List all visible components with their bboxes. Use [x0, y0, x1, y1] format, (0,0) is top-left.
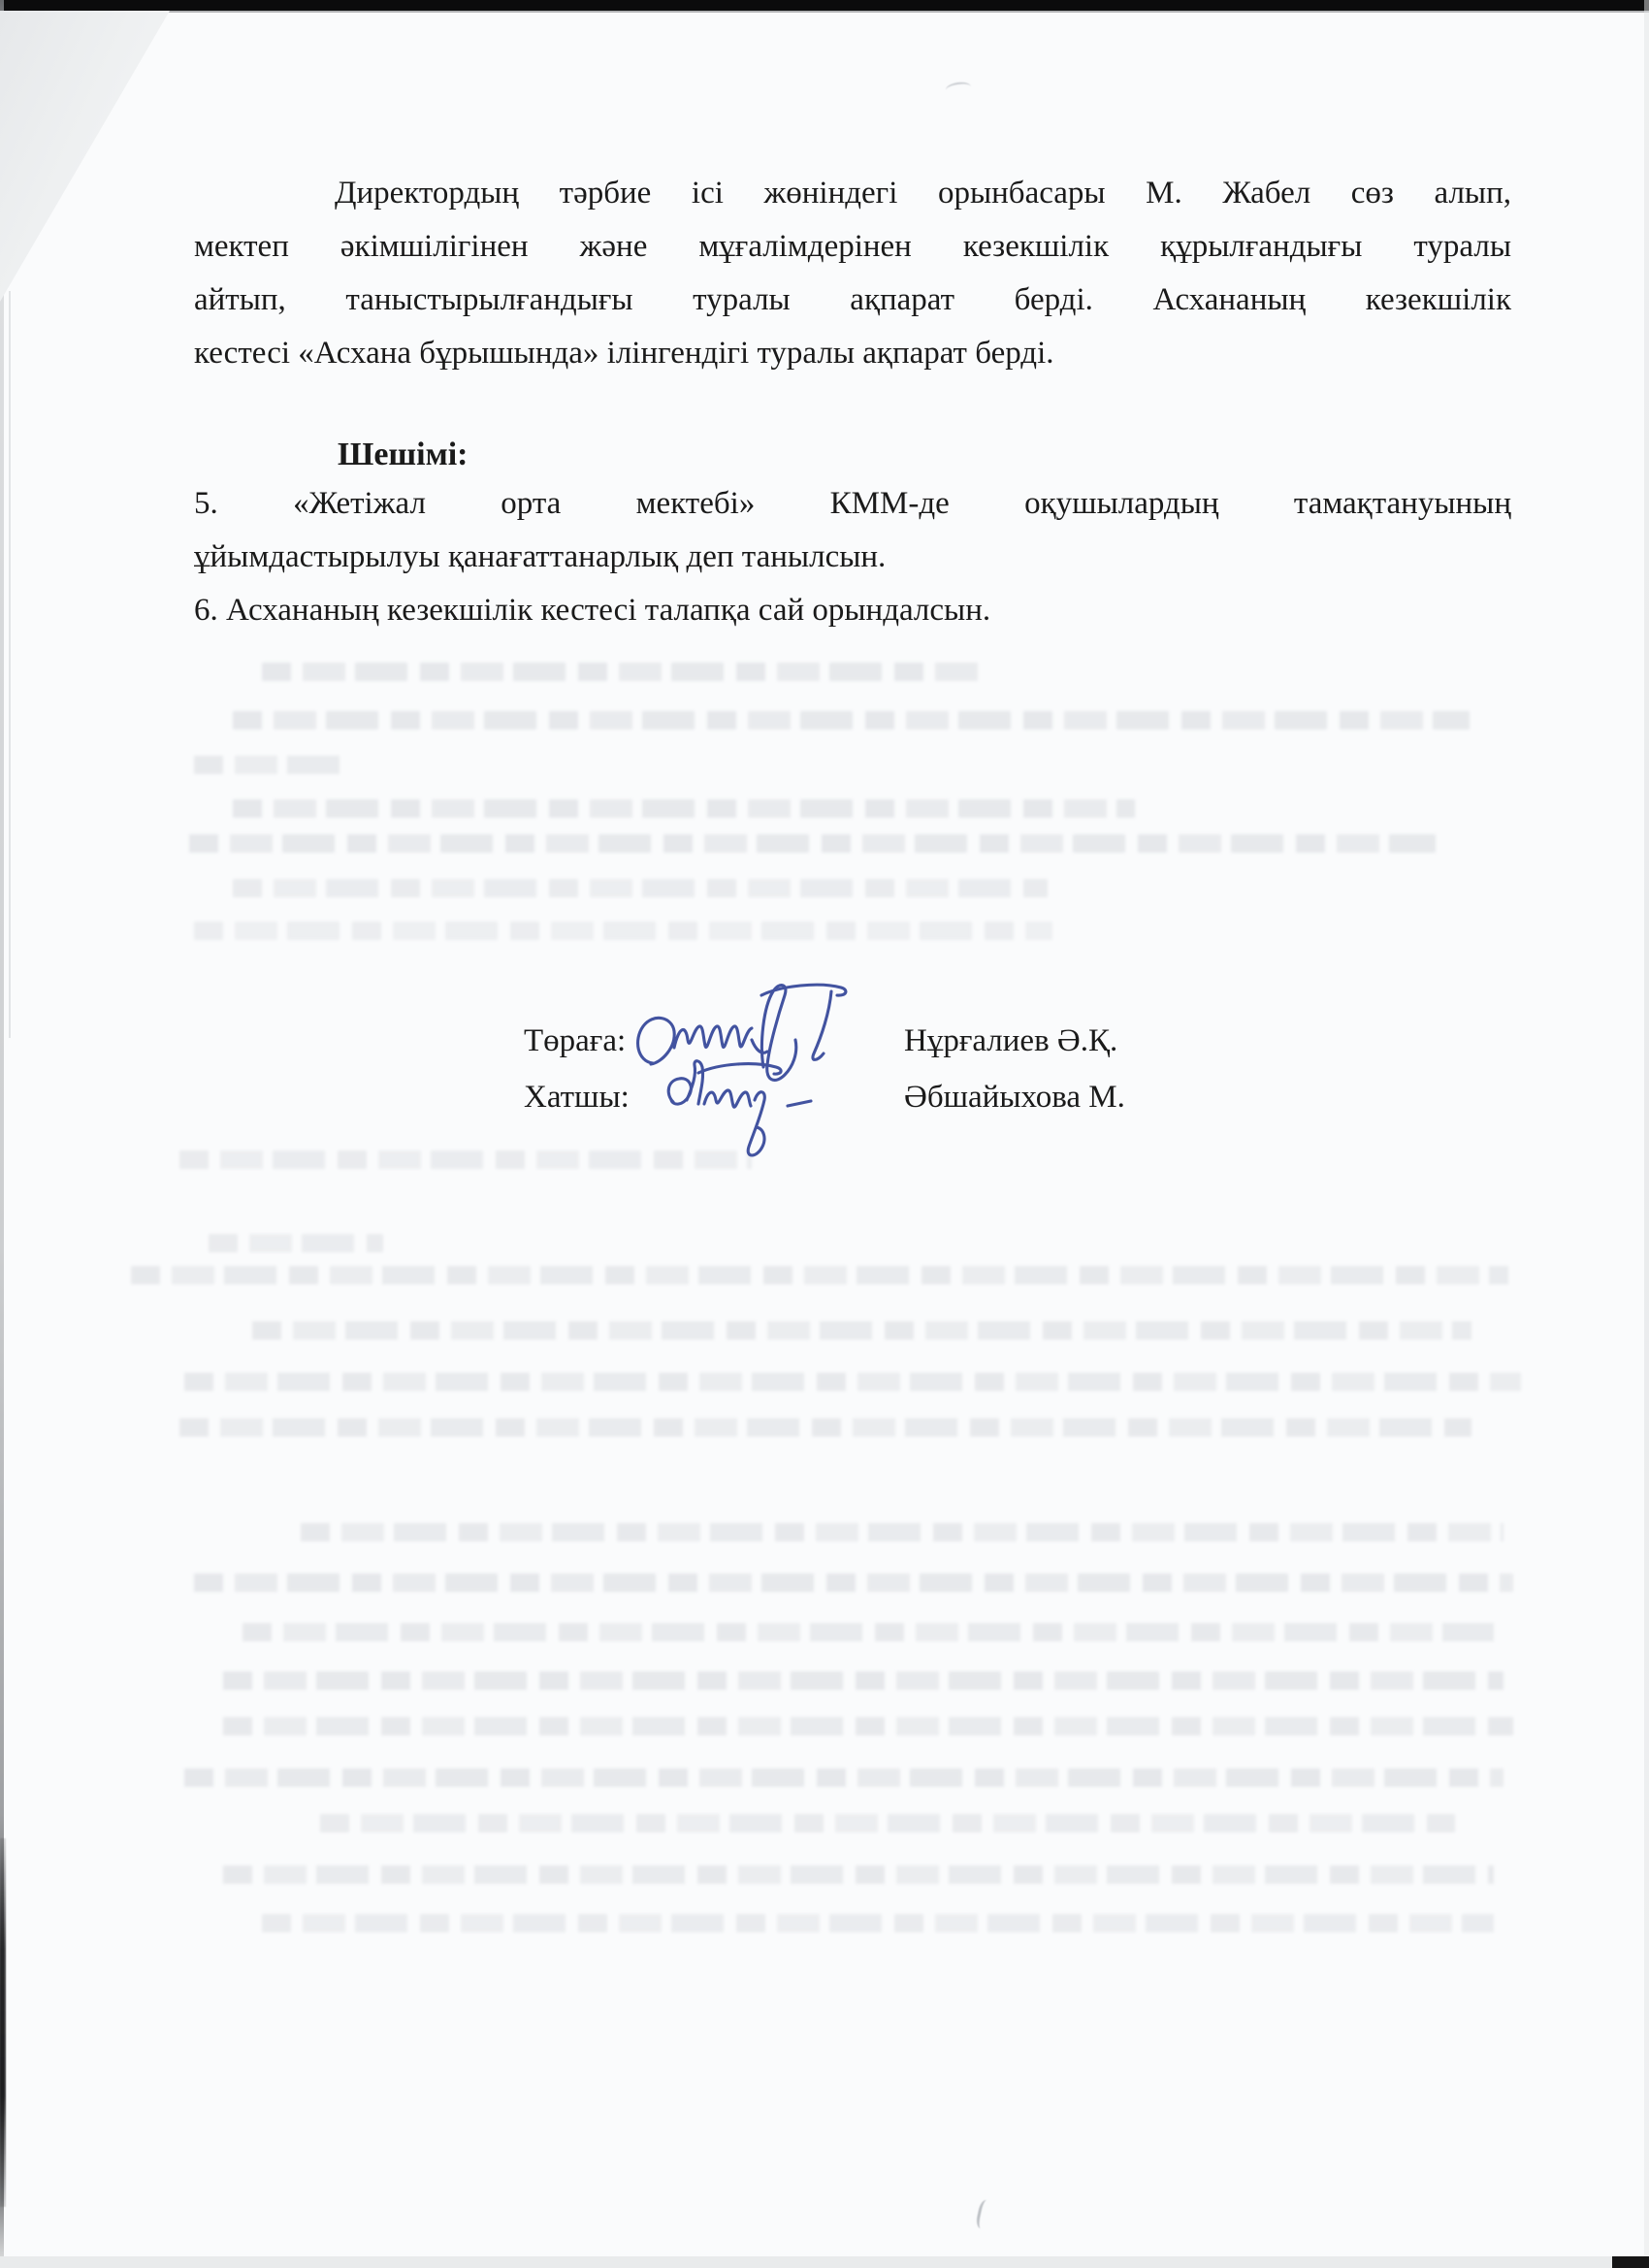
bleed-through-line — [233, 711, 1470, 729]
decision-item-6 — [194, 584, 1511, 637]
scan-smudge-bottom — [975, 2199, 995, 2230]
bleed-through-line — [301, 1523, 1504, 1541]
decision-item-line: 5. «Жетіжал орта мектебі» КММ-де оқушылардың тамақтануының — [194, 486, 1511, 521]
chairman-name: Нұрғалиев Ә.Қ. — [904, 1023, 1118, 1058]
paragraph-line: мектеп әкімшілігінен және мұғалімдерінен кезекшілік құрылғандығы туралы — [194, 229, 1511, 264]
bleed-through-line — [242, 1623, 1494, 1641]
bleed-through-line — [184, 1768, 1504, 1787]
page-curl-shadow — [0, 11, 170, 302]
decision-heading: Шешімі: — [338, 437, 469, 472]
page-curl-crease — [9, 291, 11, 1038]
decision-item-line: ұйымдастырылуы қанағаттанарлық деп танылсын. — [194, 539, 887, 574]
bleed-through-line — [189, 834, 1436, 853]
body-paragraph — [194, 167, 1511, 380]
bleed-through-line — [320, 1814, 1455, 1832]
bleed-through-line — [252, 1321, 1471, 1340]
bleed-through-line — [179, 1418, 1471, 1437]
bleed-through-line — [262, 1914, 1494, 1932]
bleed-through-line — [209, 1234, 383, 1252]
scan-smudge-top — [945, 81, 971, 96]
secretary-label: Хатшы: — [524, 1080, 630, 1115]
bleed-through-line — [233, 879, 1048, 897]
bleed-through-line — [194, 756, 340, 774]
decision-item-line: 6. Асхананың кезекшілік кестесі талапқа сай орындалсын. — [194, 593, 991, 628]
scanner-edge-right — [1644, 0, 1649, 2268]
paragraph-line: Директордың тәрбие ісі жөніндегі орынбасары М. Жабел сөз алып, — [335, 176, 1511, 211]
scanner-edge-top — [0, 0, 1649, 11]
decision-item-5 — [194, 477, 1511, 584]
secretary-name: Әбшайыхова М. — [904, 1080, 1125, 1115]
chairman-label: Төраға: — [524, 1023, 627, 1058]
bleed-through-line — [223, 1717, 1513, 1735]
bleed-through-line — [223, 1671, 1504, 1690]
bleed-through-line — [223, 1865, 1494, 1884]
bleed-through-line — [194, 1573, 1513, 1592]
scanner-corner-black — [1612, 2256, 1649, 2268]
bleed-through-line — [233, 799, 1135, 818]
paragraph-line: айтып, таныстырылғандығы туралы ақпарат берді. Асхананың кезекшілік — [194, 282, 1511, 317]
paragraph-line: кестесі «Асхана бұрышында» ілінгендігі туралы ақпарат берді. — [194, 336, 1054, 371]
scanner-edge-left-shadow — [0, 1838, 6, 2207]
secretary-signature-ink — [658, 1055, 827, 1164]
bleed-through-line — [194, 922, 1052, 940]
bleed-through-line — [184, 1373, 1521, 1391]
bleed-through-line — [262, 663, 980, 681]
scanner-edge-bottom — [0, 2256, 1649, 2268]
bleed-through-line — [131, 1266, 1508, 1284]
